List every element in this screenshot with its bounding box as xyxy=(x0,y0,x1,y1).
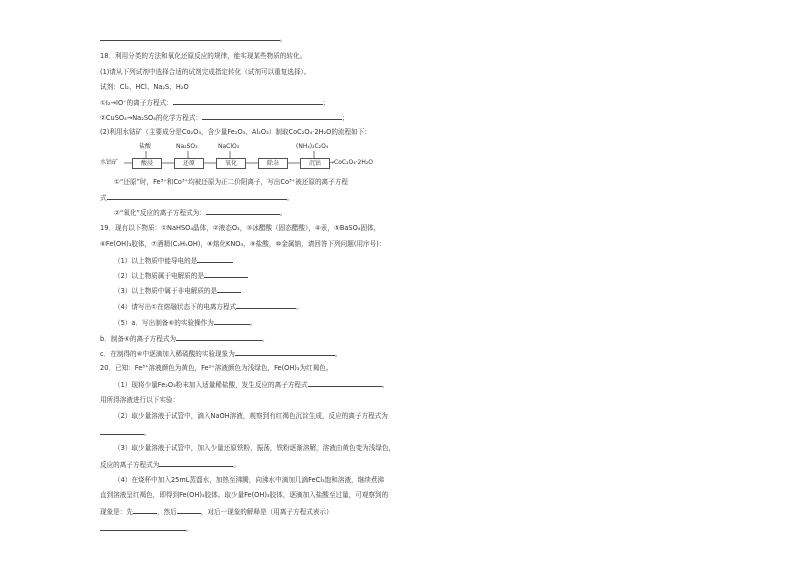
blank[interactable] xyxy=(236,302,296,309)
question-20-4-answer: 现象是：先 ，然后 ，对后一现象的解释是（用离子方程式表示） xyxy=(100,508,333,516)
question-18-part-1: (1)请从下列试剂中选择合适的试剂完成指定转化（试剂可以重复选择）。 xyxy=(100,68,311,76)
blank[interactable] xyxy=(159,460,233,467)
question-19-5a: （5）a．写出制备⑥的实验操作为 。 xyxy=(114,319,257,327)
question-20-4-cont: 直到溶液呈红褐色，即得到Fe(OH)₃胶体。取少量Fe(OH)₃胶体，逐滴加入盐酸至过量，可观察到的 xyxy=(100,491,389,499)
question-19-cont: ⑥Fe(OH)₃胶体，⑦酒精(C₂H₅OH)，⑧熔化KNO₃，⑨盐酸，⑩金属钠，请回答下列问题(用序号)： xyxy=(100,240,386,248)
question-19-2: （2）以上物质属于电解质的是 xyxy=(114,271,248,280)
flow-step-reduce: 还原 xyxy=(174,158,204,169)
flow-start: 水钴矿 xyxy=(100,159,119,166)
blank[interactable] xyxy=(177,507,201,514)
reagent-list: 试剂：Cl₂、HCl、Na₂S、H₂O xyxy=(100,83,189,91)
question-18-2b: ②“氧化”反应的离子方程式为： 。 xyxy=(114,209,287,217)
question-20-4-final: 。 xyxy=(100,524,193,533)
blank[interactable] xyxy=(235,349,335,356)
question-19-5b: b．制备⑥的离子方程式为 。 xyxy=(100,335,269,343)
blank[interactable] xyxy=(133,507,157,514)
blank[interactable] xyxy=(202,113,342,120)
blank[interactable] xyxy=(107,193,287,200)
blank[interactable] xyxy=(206,208,280,215)
question-20-4: （4）在烧杯中加入25mL蒸馏水，加热至沸腾，向沸水中滴加几滴FeCl₃饱和溶液，继续煮沸 xyxy=(114,476,385,484)
blank[interactable] xyxy=(173,98,323,105)
question-20-3: （3）取少量溶液于试管中，加入少量还原铁粉，振荡，铁粉逐渐溶解，溶液由黄色变为浅绿色， xyxy=(114,444,396,452)
blank[interactable] xyxy=(308,380,382,387)
flow-step-remove-impurity: 除杂 xyxy=(258,158,288,169)
flow-reagent-na2so3: Na₂SO₃ xyxy=(176,143,198,150)
blank[interactable] xyxy=(176,334,262,341)
question-18: 18．利用分类的方法和氧化还原反应的规律，能实现某些物质的转化。 xyxy=(100,52,307,60)
question-19-3: （3）以上物质中属于非电解质的是 xyxy=(114,286,241,295)
blank[interactable] xyxy=(100,34,280,41)
blank[interactable] xyxy=(100,524,186,531)
question-19-1: （1）以上物质中能导电的是 xyxy=(114,256,233,265)
question-18-part-2: (2)利用水钴矿（主要成分是Co₂O₃，含少量Fe₂O₃、Al₂O₃）制取CoC₂O₄·2H₂O的流程如下： xyxy=(100,128,371,136)
flow-reagent-hcl: 盐酸 xyxy=(139,143,152,150)
question-20-2-answer: 。 xyxy=(100,428,151,437)
flow-step-oxidize: 氧化 xyxy=(216,158,246,169)
flow-step-precipitate-cobalt: 沉钴 xyxy=(300,158,330,169)
question-20: 20．已知：Fe³⁺溶液颜色为黄色，Fe²⁺溶液颜色为浅绿色，Fe(OH)₃为红褐色。 xyxy=(100,364,333,372)
blank[interactable] xyxy=(214,318,250,325)
question-19: 19．现有以下物质：①NaHSO₄晶体，②液态O₂，③冰醋酸（固态醋酸），④汞，⑤BaSO₄固体， xyxy=(100,224,381,232)
question-19-4: （4）请写出①在熔融状态下的电离方程式 。 xyxy=(114,303,303,311)
question-18-1b: ②CuSO₄→Na₂SO₄的化学方程式： ； xyxy=(100,114,349,122)
question-20-2: （2）取少量溶液于试管中，滴入NaOH溶液，观察到有红褐色沉淀生成，反应的离子方程式为 xyxy=(114,412,388,420)
answer-line-top: 。 xyxy=(100,34,287,43)
blank[interactable] xyxy=(204,271,248,278)
flow-product: →CoC₂O₄·2H₂O xyxy=(329,159,373,166)
flow-reagent-naclo3: NaClO₃ xyxy=(218,143,240,150)
blank[interactable] xyxy=(197,256,233,263)
question-18-1a: ①I₂→IO⁻的离子方程式： ； xyxy=(100,99,330,107)
question-18-2a: ①“还原”时，Fe³⁺和Co³⁺均被还原为正二价阳离子，写出Co³⁺被还原的离子方程 xyxy=(114,178,348,186)
flow-step-acid-leach: 酸浸 xyxy=(132,158,162,169)
flow-reagent-ammonium-oxalate: (NH₄)₂C₂O₄ xyxy=(296,143,329,150)
question-20-3-cont: 反应的离子方程式为 。 xyxy=(100,461,240,469)
blank[interactable] xyxy=(100,428,144,435)
question-19-5c: c．在制得的⑥中逐滴加入稀硫酸的实验现象为 。 xyxy=(100,350,342,358)
question-18-2a-cont: 式 。 xyxy=(100,194,294,202)
process-flow-chart xyxy=(100,141,373,175)
blank[interactable] xyxy=(217,286,241,293)
question-20-1: （1）现将少量Fe₂O₃粉末加入适量稀盐酸，发生反应的离子方程式 。 xyxy=(114,381,389,389)
question-20-1-cont: 用所得溶液进行以下实验： xyxy=(100,396,180,404)
